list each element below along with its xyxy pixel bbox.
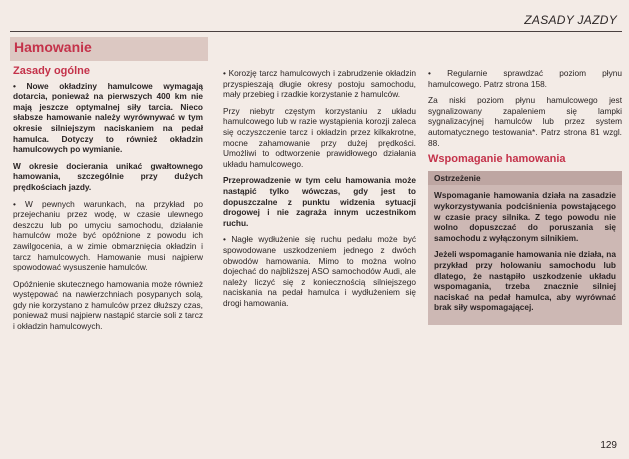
paragraph: • Nowe okładziny hamulcowe wymagają dotarcia, ponieważ na pierwszych 400 km nie mają jeszcze optymalnej siły tarcia. Nieco słabsze hamowanie należy wyrównywać w tym okresie silniejszym naciskaniem na pedał hamulca. Dotyczy to również okładzin hamulcowych po wymianie.: [13, 80, 203, 155]
header-rule: [10, 31, 622, 32]
warning-paragraph: Wspomaganie hamowania działa na zasadzie wykorzystywania podciśnienia powstającego w czasie pracy silnika. Z tego powodu nie wolno dopuszczać do poruszania się samochodu z wyłączonym silnikiem.: [434, 190, 616, 243]
warning-paragraph: Jeżeli wspomaganie hamowania nie działa, na przykład przy holowaniu samochodu lub dlatego, że nastąpiło uszkodzenie układu wspomagania, trzeba znacznie silniej naciskać na pedał hamulca, aby wyrównać brak siły wspomagającej.: [434, 249, 616, 313]
paragraph: • W pewnych warunkach, na przykład po przejechaniu przez wodę, w czasie ulewnego deszczu lub po umyciu samochodu, działanie hamulców może być opóźnione z powodu ich zawilgocenia, a w zimie obmarznięcia okładzin i tarcz hamulcowych. Hamowanie musi najpierw spowodować wysuszenie hamulców.: [13, 198, 203, 273]
paragraph: • Regularnie sprawdzać poziom płynu hamulcowego. Patrz strona 158.: [428, 68, 622, 89]
section-heading-general: Zasady ogólne: [13, 65, 91, 77]
paragraph: Opóźnienie skutecznego hamowania może również występować na nawierzchniach posypanych solą, gdy nie korzystano z hamulców przez dłuższy czas, ponieważ musi najpierw nastąpić starcie soli z tarcz i okładzin hamulcowych.: [13, 278, 203, 332]
column-middle: [223, 68, 416, 314]
warning-title: Ostrzeżenie: [428, 171, 622, 186]
chapter-title: Hamowanie: [14, 39, 92, 55]
paragraph: Za niski poziom płynu hamulcowego jest sygnalizowany zapaleniem się lampki sygnalizacyjnej hamulców lub przez system automatycznego testowania*. Patrz strona 81 wzgl. 88.: [428, 95, 622, 148]
paragraph: • Korozję tarcz hamulcowych i zabrudzenie okładzin przyspieszają długie okresy postoju samochodu, mały przebieg i rzadkie korzystanie z hamulców.: [223, 68, 416, 100]
page-number: 129: [600, 440, 617, 451]
column-right: [428, 68, 622, 325]
paragraph: Przeprowadzenie w tym celu hamowania może nastąpić tylko wówczas, gdy jest to dopuszczalne z punktu widzenia sytuacji drogowej i nie zagraża innym uczestnikom ruchu.: [223, 175, 416, 228]
paragraph: W okresie docierania unikać gwałtownego hamowania, szczególnie przy dużych prędkościach jazdy.: [13, 160, 203, 192]
paragraph: • Nagłe wydłużenie się ruchu pedału może być spowodowane uszkodzeniem jednego z dwóch obwodów hamowania. Mimo to można wolno dojechać do najbliższej ASO samochodów Audi, ale należy liczyć się z koniecznością silniejszego naciskania na pedał hamulca i wydłużeniem się drogi hamowania.: [223, 234, 416, 308]
section-heading-brake-assist: Wspomaganie hamowania: [428, 153, 566, 166]
running-head: ZASADY JAZDY: [524, 13, 617, 27]
column-left: [13, 66, 203, 338]
paragraph: Przy niebytr częstym korzystaniu z układu hamulcowego lub w razie wystąpienia korozji zaleca się oczyszczenie tarcz i okładzin przez kilkakrotne, mocne zahamowanie przy dużej prędkości. Umożliwi to odtworzenie prawidłowego działania układu hamulcowego.: [223, 105, 416, 169]
warning-box: [428, 171, 622, 325]
